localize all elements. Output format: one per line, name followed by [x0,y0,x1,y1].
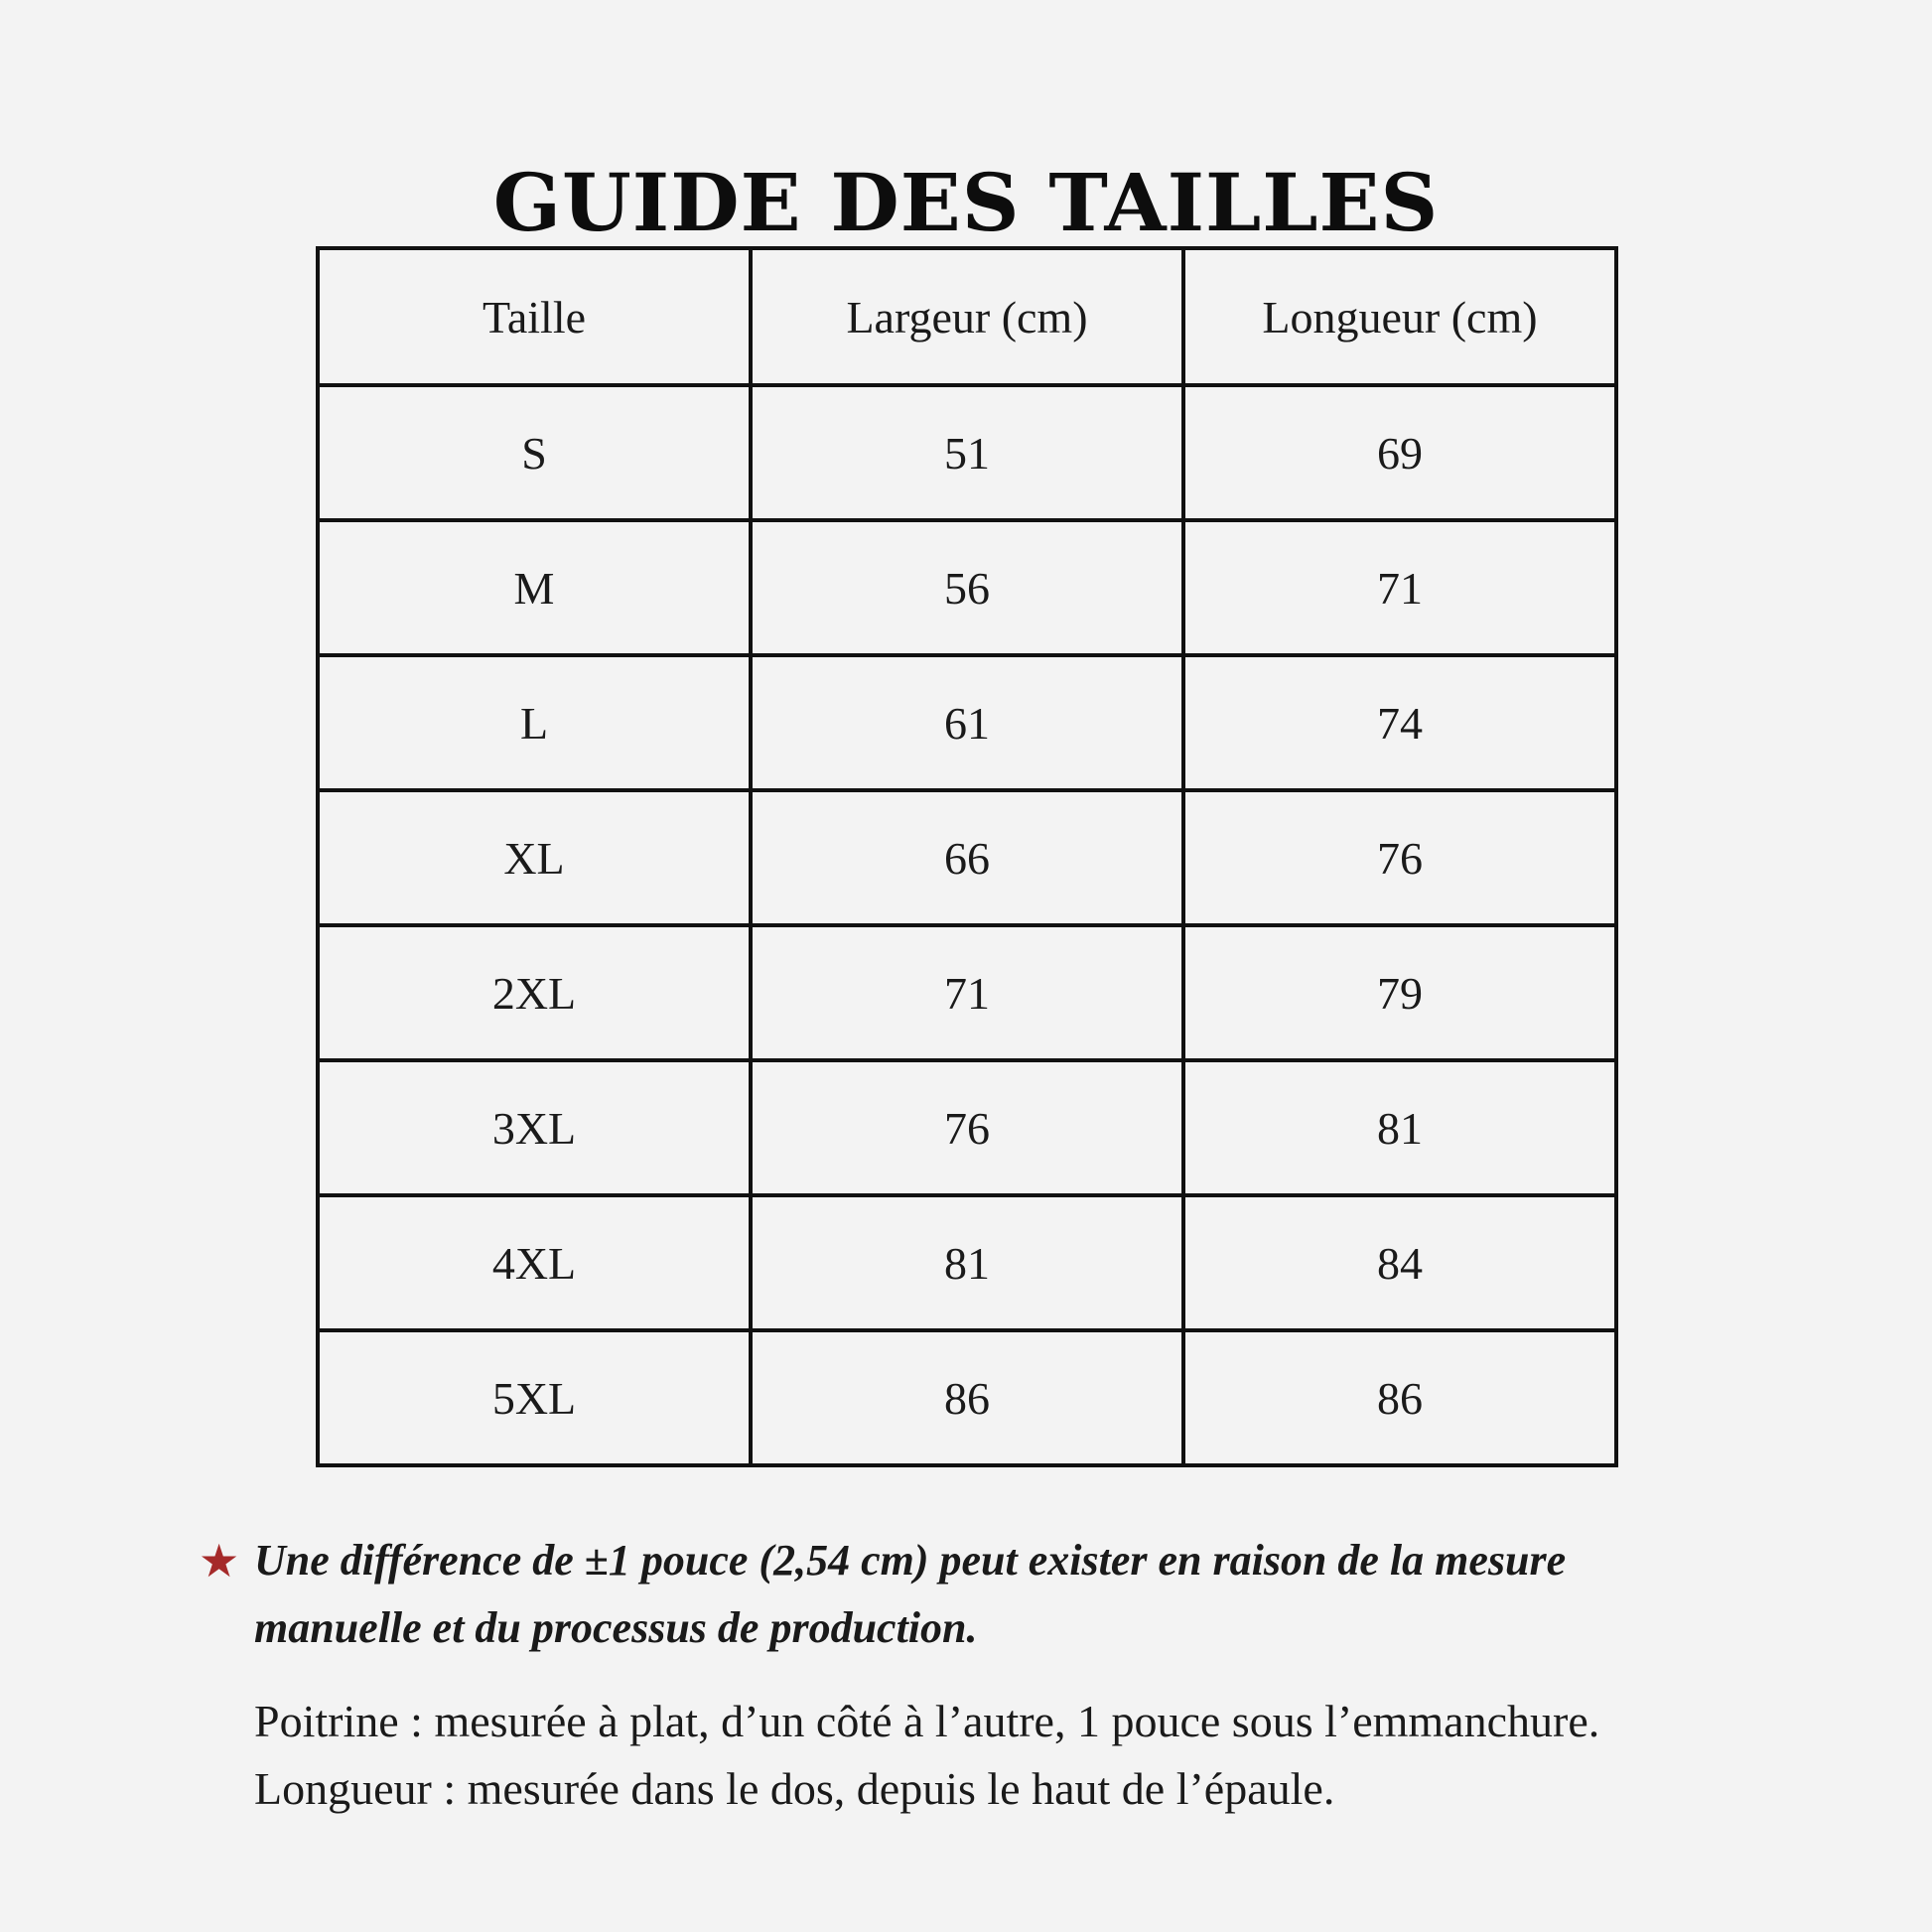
size-table [316,246,1618,1467]
size-cell: S [318,385,751,520]
table-row [318,655,1616,790]
table-row [318,790,1616,925]
length-cell: 79 [1183,925,1616,1060]
width-cell: 56 [751,520,1183,655]
chest-definition: Poitrine : mesurée à plat, d’un côté à l’autre, 1 pouce sous l’emmanchure. [254,1696,1600,1746]
size-cell: XL [318,790,751,925]
column-header-width: Largeur (cm) [751,248,1183,385]
length-cell: 86 [1183,1330,1616,1465]
width-cell: 76 [751,1060,1183,1195]
width-cell: 86 [751,1330,1183,1465]
length-cell: 71 [1183,520,1616,655]
table-row [318,520,1616,655]
width-cell: 71 [751,925,1183,1060]
note-text: Une différence de ±1 pouce (2,54 cm) peut exister en raison de la mesure manuelle et du processus de production. [254,1536,1567,1652]
width-cell: 61 [751,655,1183,790]
length-cell: 81 [1183,1060,1616,1195]
width-cell: 51 [751,385,1183,520]
width-cell: 66 [751,790,1183,925]
size-cell: L [318,655,751,790]
column-header-size: Taille [318,248,751,385]
table-row [318,925,1616,1060]
table-row [318,385,1616,520]
length-definition: Longueur : mesurée dans le dos, depuis le haut de l’épaule. [254,1763,1335,1814]
measurement-definitions [254,1688,1892,1823]
length-cell: 76 [1183,790,1616,925]
table-header-row [318,248,1616,385]
page-title: GUIDE DES TAILLES [492,155,1440,249]
size-cell: 2XL [318,925,751,1060]
column-header-length: Longueur (cm) [1183,248,1616,385]
star-icon: ★ [199,1534,240,1587]
width-cell: 81 [751,1195,1183,1330]
table-row [318,1195,1616,1330]
table-row [318,1060,1616,1195]
size-cell: M [318,520,751,655]
size-cell: 3XL [318,1060,751,1195]
length-cell: 84 [1183,1195,1616,1330]
length-cell: 74 [1183,655,1616,790]
size-cell: 5XL [318,1330,751,1465]
length-cell: 69 [1183,385,1616,520]
table-row [318,1330,1616,1465]
size-cell: 4XL [318,1195,751,1330]
